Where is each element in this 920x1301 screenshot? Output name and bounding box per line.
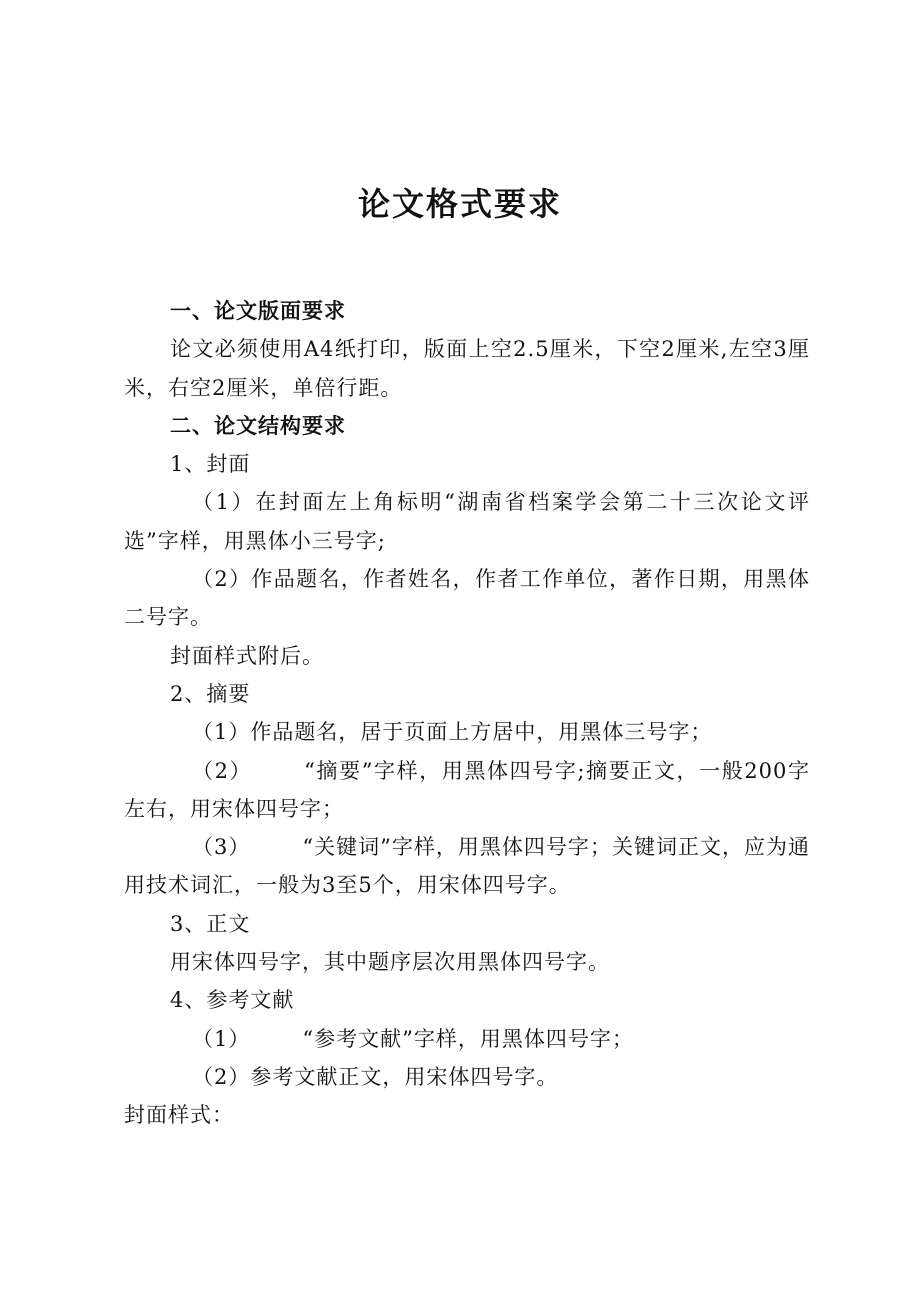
cover-item-1: （1）在封面左上角标明“湖南省档案学会第二十三次论文评选”字样，用黑体小三号字; <box>124 490 810 553</box>
references-item-1 <box>124 1020 810 1058</box>
abstract-item-3-label: （3） <box>192 835 251 860</box>
subheading-references: 4、参考文献 <box>170 988 295 1013</box>
references-item-1-label: （1） <box>192 1026 251 1051</box>
cover-item-2: （2）作品题名，作者姓名，作者工作单位，著作日期，用黑体二号字。 <box>124 567 810 630</box>
cover-note: 封面样式附后。 <box>170 643 324 668</box>
layout-requirements-text: 论文必须使用A4纸打印，版面上空2.5厘米，下空2厘米,左空3厘米，右空2厘米，单倍行距。 <box>124 337 810 400</box>
section-heading-structure: 二、论文结构要求 <box>170 413 346 438</box>
abstract-item-2 <box>124 752 810 829</box>
section-heading-layout: 一、论文版面要求 <box>170 299 346 323</box>
cover-sample-label: 封面样式： <box>124 1103 234 1128</box>
abstract-item-3 <box>124 828 810 905</box>
subheading-cover: 1、封面 <box>170 452 251 477</box>
references-item-1-text: “参考文献”字样，用黑体四号字； <box>302 1026 634 1051</box>
document-body <box>124 292 810 1135</box>
page-title: 论文格式要求 <box>357 185 562 223</box>
abstract-item-2-label: （2） <box>192 758 253 783</box>
body-text-requirement: 用宋体四号字，其中题序层次用黑体四号字。 <box>170 950 610 975</box>
abstract-item-1: （1）作品题名，居于页面上方居中，用黑体三号字； <box>192 720 713 745</box>
references-item-2: （2）参考文献正文，用宋体四号字。 <box>192 1064 559 1089</box>
subheading-abstract: 2、摘要 <box>170 681 251 706</box>
abstract-item-2-text: “摘要”字样，用黑体四号字;摘要正文，一般200字左右，用宋体四号字； <box>124 758 810 821</box>
subheading-body-text: 3、正文 <box>170 911 251 936</box>
abstract-item-3-text: “关键词”字样，用黑体四号字；关键词正文，应为通用技术词汇，一般为3至5个，用宋体四号字。 <box>124 835 810 898</box>
